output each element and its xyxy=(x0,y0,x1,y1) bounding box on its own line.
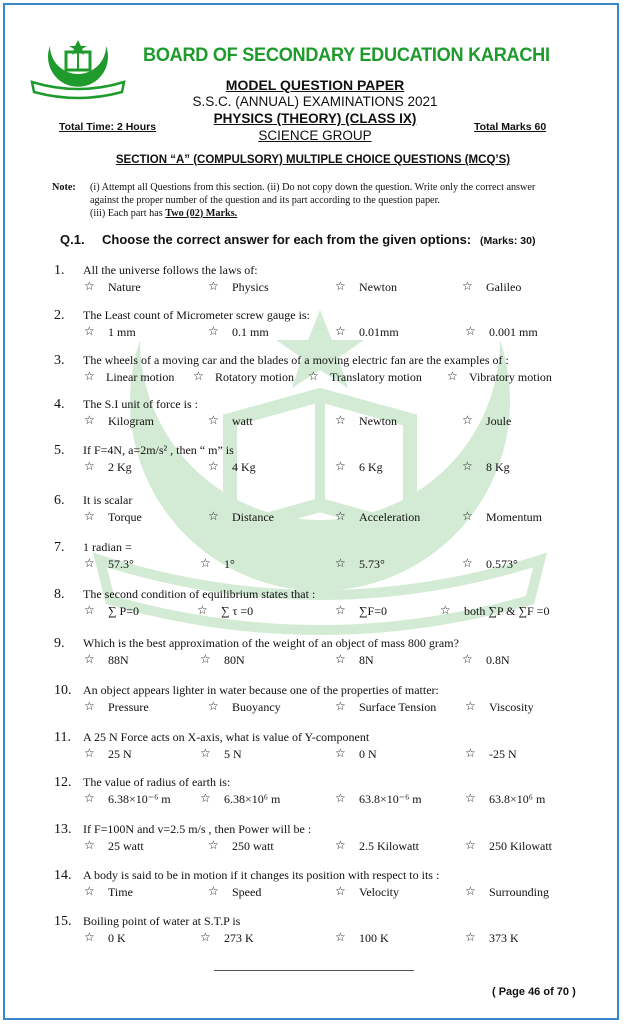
question-number: 7. xyxy=(54,540,65,555)
option-star-icon: ☆ xyxy=(208,413,219,427)
option-star-icon: ☆ xyxy=(335,324,346,338)
answer-option: 5 N xyxy=(224,747,242,761)
option-star-icon: ☆ xyxy=(335,413,346,427)
question-text: 1 radian = xyxy=(83,540,132,554)
answer-option: -25 N xyxy=(489,747,517,761)
answer-option: 0.001 mm xyxy=(489,325,538,339)
answer-option: 0 K xyxy=(108,931,126,945)
answer-option: Acceleration xyxy=(359,510,421,524)
question-number: 14. xyxy=(54,868,72,883)
question-text: An object appears lighter in water because one of the properties of matter: xyxy=(83,683,439,697)
answer-option: 6.38×10⁶ m xyxy=(224,792,281,806)
option-star-icon: ☆ xyxy=(84,838,95,852)
option-star-icon: ☆ xyxy=(84,509,95,523)
question-number: 2. xyxy=(54,308,65,323)
note-line-2: (iii) Each part has Two (02) Marks. xyxy=(90,208,238,219)
question-text: If F=100N and v=2.5 m/s , then Power will be : xyxy=(83,822,312,836)
answer-option: 88N xyxy=(108,653,129,667)
question-number: 9. xyxy=(54,636,65,651)
note-label: Note: xyxy=(52,182,76,193)
option-star-icon: ☆ xyxy=(462,459,473,473)
option-star-icon: ☆ xyxy=(308,369,319,383)
answer-option: Rotatory motion xyxy=(215,370,294,384)
option-star-icon: ☆ xyxy=(465,930,476,944)
answer-option: 273 K xyxy=(224,931,254,945)
option-star-icon: ☆ xyxy=(84,413,95,427)
question-number: 4. xyxy=(54,397,65,412)
option-star-icon: ☆ xyxy=(200,930,211,944)
answer-option: 1 mm xyxy=(108,325,136,339)
board-title: BOARD OF SECONDARY EDUCATION KARACHI xyxy=(143,44,550,66)
answer-option: ∑ P=0 xyxy=(108,604,139,618)
option-star-icon: ☆ xyxy=(465,838,476,852)
option-star-icon: ☆ xyxy=(335,459,346,473)
option-star-icon: ☆ xyxy=(462,413,473,427)
question-item xyxy=(0,868,626,908)
q1-number: Q.1. xyxy=(60,232,85,247)
board-logo-icon xyxy=(28,38,128,100)
page-number: ( Page 46 of 70 ) xyxy=(492,986,576,998)
answer-option: 0.573° xyxy=(486,557,518,571)
answer-option: 373 K xyxy=(489,931,519,945)
option-star-icon: ☆ xyxy=(84,279,95,293)
option-star-icon: ☆ xyxy=(208,838,219,852)
option-star-icon: ☆ xyxy=(208,459,219,473)
question-number: 6. xyxy=(54,493,65,508)
option-star-icon: ☆ xyxy=(462,556,473,570)
answer-option: 250 Kilowatt xyxy=(489,839,552,853)
question-item xyxy=(0,587,626,627)
question-number: 3. xyxy=(54,353,65,368)
answer-option: Pressure xyxy=(108,700,149,714)
group-title: SCIENCE GROUP xyxy=(258,128,372,143)
answer-option: both ∑P & ∑F =0 xyxy=(464,604,550,618)
option-star-icon: ☆ xyxy=(84,746,95,760)
answer-option: Linear motion xyxy=(106,370,175,384)
question-item xyxy=(0,636,626,676)
answer-option: Translatory motion xyxy=(330,370,422,384)
option-star-icon: ☆ xyxy=(208,509,219,523)
total-time: Total Time: 2 Hours xyxy=(59,121,157,133)
option-star-icon: ☆ xyxy=(335,746,346,760)
option-star-icon: ☆ xyxy=(197,603,208,617)
answer-option: 63.8×10⁶ m xyxy=(489,792,546,806)
answer-option: 1° xyxy=(224,557,235,571)
note-line-1: (i) Attempt all Questions from this section. (ii) Do not copy down the question. Write only the correct answer against the proper number of the question and its part according to the question paper. xyxy=(90,182,536,206)
answer-option: 6.38×10⁻⁶ m xyxy=(108,792,171,806)
option-star-icon: ☆ xyxy=(84,930,95,944)
q1-instruction: Choose the correct answer for each from the given options: xyxy=(102,232,472,247)
answer-option: Galileo xyxy=(486,280,522,294)
option-star-icon: ☆ xyxy=(208,699,219,713)
note-text xyxy=(90,181,560,220)
option-star-icon: ☆ xyxy=(335,930,346,944)
option-star-icon: ☆ xyxy=(440,603,451,617)
answer-option: Vibratory motion xyxy=(469,370,552,384)
total-marks: Total Marks 60 xyxy=(474,121,547,133)
question-item xyxy=(0,730,626,770)
answer-option: 0 N xyxy=(359,747,377,761)
answer-option: Surface Tension xyxy=(359,700,437,714)
answer-option: Velocity xyxy=(359,885,399,899)
option-star-icon: ☆ xyxy=(462,279,473,293)
question-text: Which is the best approximation of the weight of an object of mass 800 gram? xyxy=(83,636,459,650)
question-item xyxy=(0,822,626,862)
answer-option: 2 Kg xyxy=(108,460,132,474)
question-item xyxy=(0,263,626,303)
option-star-icon: ☆ xyxy=(200,791,211,805)
answer-option: 0.8N xyxy=(486,653,510,667)
answer-option: Speed xyxy=(232,885,262,899)
answer-option: Joule xyxy=(486,414,512,428)
question-item xyxy=(0,683,626,723)
option-star-icon: ☆ xyxy=(335,838,346,852)
answer-option: Distance xyxy=(232,510,274,524)
answer-option: Torque xyxy=(108,510,142,524)
question-text: A body is said to be in motion if it changes its position with respect to its : xyxy=(83,868,440,882)
option-star-icon: ☆ xyxy=(84,324,95,338)
answer-option: watt xyxy=(232,414,253,428)
question-text: The S.I unit of force is : xyxy=(83,397,198,411)
option-star-icon: ☆ xyxy=(465,746,476,760)
answer-option: 25 N xyxy=(108,747,132,761)
option-star-icon: ☆ xyxy=(335,279,346,293)
option-star-icon: ☆ xyxy=(208,884,219,898)
answer-option: Kilogram xyxy=(108,414,154,428)
exam-title: S.S.C. (ANNUAL) EXAMINATIONS 2021 xyxy=(192,94,438,109)
answer-option: Physics xyxy=(232,280,269,294)
option-star-icon: ☆ xyxy=(335,556,346,570)
question-item xyxy=(0,397,626,437)
section-title: SECTION “A” (COMPULSORY) MULTIPLE CHOICE QUESTIONS (MCQ’S) xyxy=(115,154,511,166)
option-star-icon: ☆ xyxy=(447,369,458,383)
question-number: 12. xyxy=(54,775,72,790)
question-item xyxy=(0,914,626,954)
answer-option: Viscosity xyxy=(489,700,534,714)
note-marks: Two (02) Marks. xyxy=(165,208,238,219)
answer-option: 6 Kg xyxy=(359,460,383,474)
option-star-icon: ☆ xyxy=(335,509,346,523)
answer-option: Surrounding xyxy=(489,885,549,899)
question-number: 8. xyxy=(54,587,65,602)
answer-option: Momentum xyxy=(486,510,542,524)
question-text: Boiling point of water at S.T.P is xyxy=(83,914,241,928)
option-star-icon: ☆ xyxy=(84,884,95,898)
question-text: The second condition of equilibrium states that : xyxy=(83,587,316,601)
option-star-icon: ☆ xyxy=(335,652,346,666)
option-star-icon: ☆ xyxy=(84,699,95,713)
question-item xyxy=(0,493,626,533)
subject-title: PHYSICS (THEORY) (CLASS IX) xyxy=(213,111,417,126)
answer-option: 63.8×10⁻⁶ m xyxy=(359,792,422,806)
option-star-icon: ☆ xyxy=(465,699,476,713)
answer-option: 57.3° xyxy=(108,557,134,571)
question-text: The value of radius of earth is: xyxy=(83,775,231,789)
answer-option: 8N xyxy=(359,653,374,667)
q1-marks: (Marks: 30) xyxy=(480,235,536,247)
answer-option: 80N xyxy=(224,653,245,667)
answer-option: 5.73° xyxy=(359,557,385,571)
option-star-icon: ☆ xyxy=(462,652,473,666)
option-star-icon: ☆ xyxy=(208,324,219,338)
answer-option: Buoyancy xyxy=(232,700,281,714)
option-star-icon: ☆ xyxy=(84,791,95,805)
question-number: 5. xyxy=(54,443,65,458)
option-star-icon: ☆ xyxy=(465,324,476,338)
question-text: The Least count of Micrometer screw gauge is: xyxy=(83,308,310,322)
option-star-icon: ☆ xyxy=(84,556,95,570)
question-item xyxy=(0,353,626,393)
paper-type: MODEL QUESTION PAPER xyxy=(225,77,405,93)
option-star-icon: ☆ xyxy=(84,652,95,666)
question-item xyxy=(0,775,626,815)
option-star-icon: ☆ xyxy=(84,369,95,383)
question-number: 13. xyxy=(54,822,72,837)
option-star-icon: ☆ xyxy=(200,652,211,666)
question-text: All the universe follows the laws of: xyxy=(83,263,258,277)
option-star-icon: ☆ xyxy=(335,603,346,617)
question-text: The wheels of a moving car and the blades of a moving electric fan are the examples of : xyxy=(83,353,509,367)
question-text: A 25 N Force acts on X-axis, what is value of Y-component xyxy=(83,730,370,744)
option-star-icon: ☆ xyxy=(200,556,211,570)
question-number: 11. xyxy=(54,730,71,745)
option-star-icon: ☆ xyxy=(208,279,219,293)
question-item xyxy=(0,308,626,348)
answer-option: Newton xyxy=(359,280,397,294)
question-number: 15. xyxy=(54,914,72,929)
answer-option: 4 Kg xyxy=(232,460,256,474)
answer-option: 8 Kg xyxy=(486,460,510,474)
answer-option: 250 watt xyxy=(232,839,274,853)
answer-option: 100 K xyxy=(359,931,389,945)
answer-option: Time xyxy=(108,885,133,899)
option-star-icon: ☆ xyxy=(200,746,211,760)
option-star-icon: ☆ xyxy=(193,369,204,383)
option-star-icon: ☆ xyxy=(465,791,476,805)
option-star-icon: ☆ xyxy=(462,509,473,523)
option-star-icon: ☆ xyxy=(335,791,346,805)
answer-option: ∑F=0 xyxy=(359,604,387,618)
option-star-icon: ☆ xyxy=(335,884,346,898)
option-star-icon: ☆ xyxy=(84,459,95,473)
option-star-icon: ☆ xyxy=(84,603,95,617)
question-item xyxy=(0,443,626,483)
answer-option: 0.1 mm xyxy=(232,325,269,339)
option-star-icon: ☆ xyxy=(465,884,476,898)
answer-option: 25 watt xyxy=(108,839,144,853)
question-text: If F=4N, a=2m/s² , then “ m” is xyxy=(83,443,234,457)
footer-divider xyxy=(214,970,414,971)
question-number: 1. xyxy=(54,263,65,278)
answer-option: ∑ τ =0 xyxy=(221,604,254,618)
question-item xyxy=(0,540,626,580)
answer-option: 2.5 Kilowatt xyxy=(359,839,419,853)
answer-option: Newton xyxy=(359,414,397,428)
answer-option: 0.01mm xyxy=(359,325,399,339)
question-text: It is scalar xyxy=(83,493,133,507)
question-number: 10. xyxy=(54,683,72,698)
answer-option: Nature xyxy=(108,280,141,294)
option-star-icon: ☆ xyxy=(335,699,346,713)
